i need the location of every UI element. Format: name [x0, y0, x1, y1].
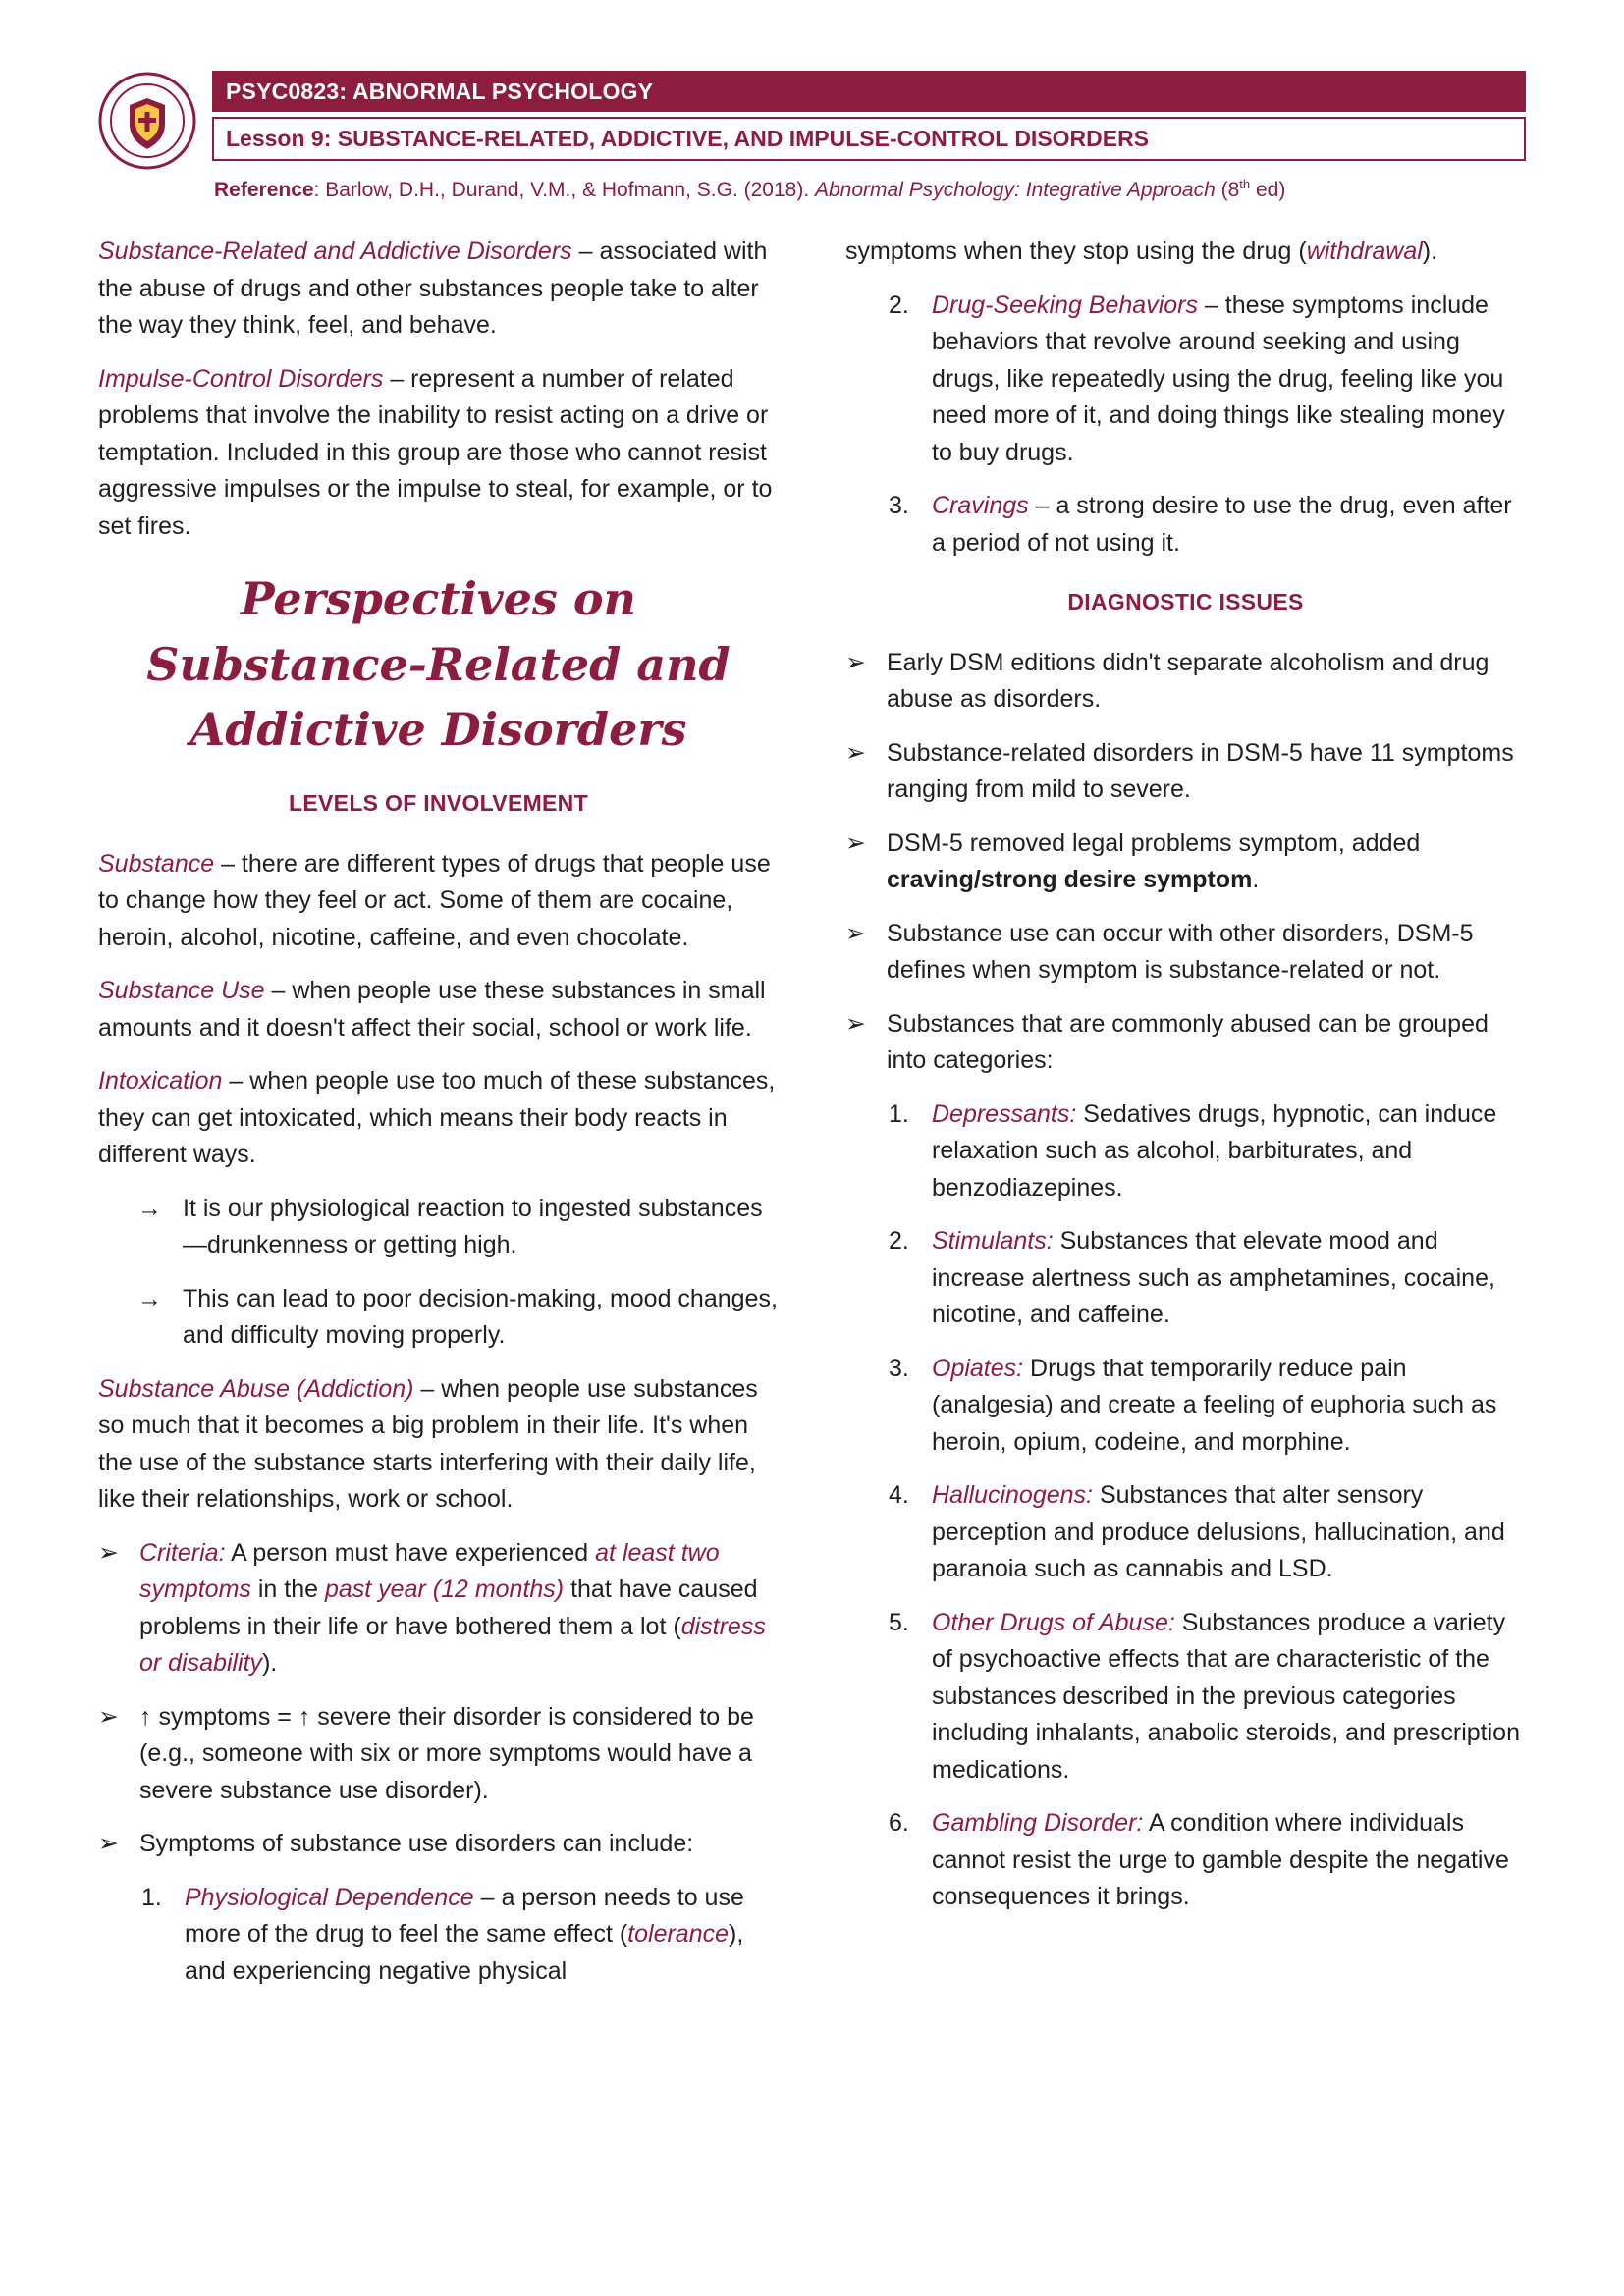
list-item-severity: [98, 1699, 779, 1810]
paragraph-impulse-control-definition: Impulse-Control Disorders – represent a number of related problems that involve the inability to resist acting on a drive or temptation. Included in this group are those who cannot resist aggressive impulses or the impulse to steal, for example, or to set fires.: [98, 364, 773, 540]
list-item-text: Stimulants: Substances that elevate mood and increase alertness such as amphetamines, cocaine, nicotine, and caffeine.: [932, 1227, 1495, 1328]
list-item-text: It is our physiological reaction to ingested substances—drunkenness or getting high.: [183, 1194, 763, 1259]
list-item-drug-seeking-behaviors: [889, 288, 1526, 472]
triangle-bullet-icon: ➢: [845, 1009, 866, 1038]
list-item-dsm5-changes: [845, 826, 1526, 899]
paragraph-substance-abuse-definition: Substance Abuse (Addiction) – when people use substances so much that it becomes a big problem in their life. It's when the use of the substance starts interfering with their daily life, like their relationships, work or school.: [98, 1374, 758, 1514]
list-item-opiates: [889, 1351, 1526, 1462]
list-item-text: ↑ symptoms = ↑ severe their disorder is considered to be (e.g., someone with six or more symptoms would have a severe substance use disorder).: [139, 1702, 754, 1804]
list-item-substance-categories-intro: [845, 1006, 1526, 1080]
list-number: 2.: [889, 291, 909, 319]
subsection-heading-levels-of-involvement: LEVELS OF INVOLVEMENT: [289, 790, 588, 817]
paragraph-intoxication-definition: Intoxication – when people use too much of these substances, they can get intoxicated, which means their body reacts in different ways.: [98, 1067, 776, 1169]
lesson-title-box: Lesson 9: SUBSTANCE-RELATED, ADDICTIVE, AND IMPULSE-CONTROL DISORDERS: [212, 117, 1526, 161]
course-title-bar: PSYC0823: ABNORMAL PSYCHOLOGY: [212, 71, 1526, 112]
triangle-bullet-icon: ➢: [98, 1538, 119, 1567]
list-item-text: Substances that are commonly abused can be grouped into categories:: [887, 1009, 1489, 1074]
list-item-text: Criteria: A person must have experienced at least two symptoms in the past year (12 months) that have caused problems in their life or have bothered them a lot (distress or disability).: [139, 1538, 766, 1678]
list-item-hallucinogens: [889, 1477, 1526, 1588]
list-number: 5.: [889, 1608, 909, 1636]
list-item-gambling-disorder: [889, 1805, 1526, 1916]
triangle-bullet-icon: ➢: [845, 648, 866, 676]
right-column: [845, 234, 1526, 2006]
university-seal-logo: [98, 69, 196, 173]
list-number: 1.: [889, 1099, 909, 1128]
triangle-bullet-icon: ➢: [845, 738, 866, 767]
list-item-physiological-dependence: [141, 1880, 779, 1991]
subsection-heading-diagnostic-issues: DIAGNOSTIC ISSUES: [1067, 589, 1304, 614]
list-item-text: Hallucinogens: Substances that alter sensory perception and produce delusions, hallucination, and paranoia such as cannabis and LSD.: [932, 1481, 1505, 1582]
list-item-text: Physiological Dependence – a person needs to use more of the drug to feel the same effect (tolerance), and experiencing negative physical: [185, 1883, 744, 1985]
university-seal-icon: [98, 69, 196, 173]
header-text-block: [212, 71, 1526, 202]
list-item-text: Early DSM editions didn't separate alcoholism and drug abuse as disorders.: [887, 648, 1489, 713]
list-item-text: Other Drugs of Abuse: Substances produce a variety of psychoactive effects that are characteristic of the substances described in the previous categories including inhalants, anabolic steroids, and prescription medications.: [932, 1608, 1520, 1784]
list-item-text: Gambling Disorder: A condition where individuals cannot resist the urge to gamble despite the negative consequences it brings.: [932, 1809, 1509, 1910]
left-column: [98, 234, 779, 2006]
list-item-dsm-editions: [845, 645, 1526, 719]
header: [98, 71, 1526, 202]
list-item-text: Opiates: Drugs that temporarily reduce pain (analgesia) and create a feeling of euphoria such as heroin, opium, codeine, and morphine.: [932, 1354, 1497, 1456]
triangle-bullet-icon: ➢: [845, 828, 866, 857]
content-columns: [98, 234, 1526, 2006]
list-item-depressants: [889, 1096, 1526, 1207]
triangle-bullet-icon: ➢: [98, 1830, 119, 1858]
section-title-perspectives: Perspectives on Substance-Related and Addictive Disorders: [146, 572, 731, 757]
list-item-intoxication-note-2: [137, 1281, 779, 1355]
arrow-bullet-icon: →: [137, 1284, 162, 1312]
list-item-text: Symptoms of substance use disorders can include:: [139, 1830, 694, 1858]
list-item-criteria: [98, 1535, 779, 1682]
list-item-text: Cravings – a strong desire to use the drug, even after a period of not using it.: [932, 492, 1512, 557]
list-item-other-drugs-of-abuse: [889, 1605, 1526, 1789]
list-item-symptoms-include: [98, 1826, 779, 1863]
list-item-cravings: [889, 488, 1526, 561]
list-number: 3.: [889, 492, 909, 519]
list-item-text: Drug-Seeking Behaviors – these symptoms include behaviors that revolve around seeking and using drugs, like repeatedly using the drug, feeling like you need more of it, and doing things like stealing money to buy drugs.: [932, 291, 1505, 466]
paragraph-substance-use-definition: Substance Use – when people use these substances in small amounts and it doesn't affect their social, school or work life.: [98, 977, 766, 1041]
list-number: 1.: [141, 1883, 162, 1911]
list-item-intoxication-note-1: [137, 1191, 779, 1264]
triangle-bullet-icon: ➢: [845, 919, 866, 947]
list-item-substance-use-comorbid: [845, 916, 1526, 989]
list-number: 6.: [889, 1809, 909, 1837]
arrow-bullet-icon: →: [137, 1194, 162, 1222]
paragraph-substance-definition: Substance – there are different types of drugs that people use to change how they feel or act. Some of them are cocaine, heroin, alcohol, nicotine, caffeine, and even chocolate.: [98, 849, 771, 951]
list-item-stimulants: [889, 1223, 1526, 1334]
list-number: 3.: [889, 1354, 909, 1382]
list-item-text: Substance-related disorders in DSM-5 have 11 symptoms ranging from mild to severe.: [887, 738, 1514, 803]
list-number: 2.: [889, 1227, 909, 1255]
list-item-text: DSM-5 removed legal problems symptom, added craving/strong desire symptom.: [887, 828, 1421, 893]
list-item-text: This can lead to poor decision-making, mood changes, and difficulty moving properly.: [183, 1284, 778, 1350]
paragraph-substance-related-definition: Substance-Related and Addictive Disorders – associated with the abuse of drugs and other substances people take to alter the way they think, feel, and behave.: [98, 238, 768, 339]
list-number: 4.: [889, 1481, 909, 1509]
list-item-dsm5-symptoms: [845, 735, 1526, 809]
list-item-text: Depressants: Sedatives drugs, hypnotic, can induce relaxation such as alcohol, barbiturates, and benzodiazepines.: [932, 1099, 1497, 1201]
triangle-bullet-icon: ➢: [98, 1702, 119, 1731]
reference-line: Reference: Barlow, D.H., Durand, V.M., & Hofmann, S.G. (2018). Abnormal Psychology: Integrative Approach (8th ed): [214, 177, 1286, 201]
list-item-text: Substance use can occur with other disorders, DSM-5 defines when symptom is substance-related or not.: [887, 919, 1474, 984]
paragraph-withdrawal-continuation: symptoms when they stop using the drug (withdrawal).: [845, 238, 1438, 265]
